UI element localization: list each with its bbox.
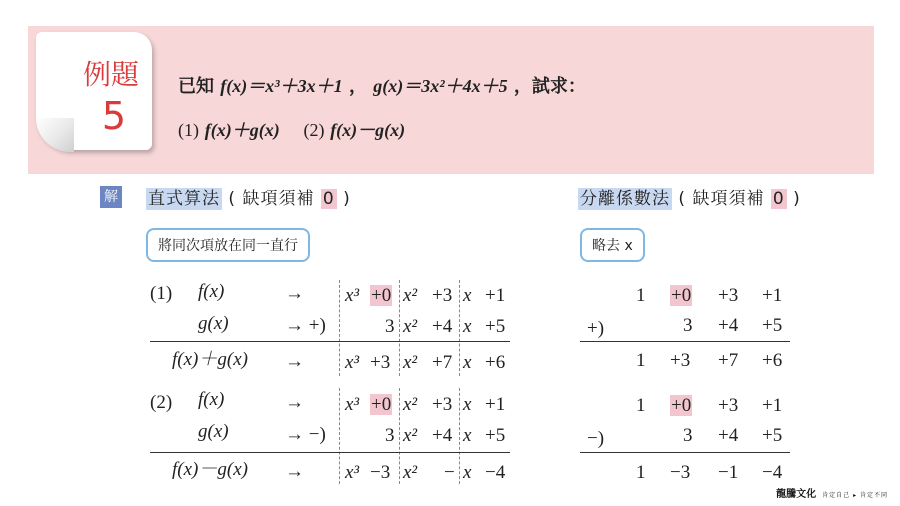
- coef: 3: [683, 425, 693, 446]
- given-separator: ，: [348, 76, 367, 97]
- given-statement: [178, 72, 586, 98]
- coef: −3: [670, 462, 691, 483]
- term: +5: [485, 316, 506, 337]
- term: x³: [345, 394, 360, 415]
- term: x³: [345, 462, 360, 483]
- part2-g-name: g(x): [198, 421, 229, 442]
- problem-box: [28, 26, 874, 174]
- publisher-name: 龍騰文化: [776, 489, 817, 500]
- coef: +1: [762, 395, 783, 416]
- term: x: [463, 394, 472, 415]
- part2-expression: f(x)－g(x): [330, 120, 406, 140]
- column-guide: [459, 388, 460, 484]
- coef: +7: [718, 350, 739, 371]
- term: +3: [432, 394, 453, 415]
- difference-rule: [150, 452, 510, 453]
- detached-method-note-open: ( 缺項須補: [678, 189, 765, 209]
- zero-placeholder: +0: [671, 395, 692, 416]
- term: −3: [370, 462, 391, 483]
- term: 3: [385, 425, 395, 446]
- zero-placeholder: +0: [671, 285, 692, 306]
- term: x²: [403, 425, 418, 446]
- detached-method-title: [578, 184, 801, 209]
- coef: +6: [762, 350, 783, 371]
- term: +3: [432, 285, 453, 306]
- difference-rule: [580, 452, 790, 453]
- vertical-method-note-open: ( 缺項須補: [228, 189, 315, 209]
- vertical-method-zero: 0: [322, 189, 335, 209]
- term: +3: [370, 352, 391, 373]
- term: +4: [432, 425, 453, 446]
- part1-g-name: g(x): [198, 313, 229, 334]
- sum-rule: [580, 341, 790, 342]
- solution-badge: 解: [100, 186, 122, 208]
- given-suffix: ，試求：: [513, 76, 586, 97]
- coef: 1: [636, 462, 646, 483]
- detached-method-zero: 0: [772, 189, 785, 209]
- column-guide: [399, 388, 400, 484]
- vertical-method-note-close: ): [343, 189, 351, 209]
- publisher-tagline: 肯定自己 ▸ 肯定不同: [822, 492, 888, 499]
- coef: +4: [718, 315, 739, 336]
- term: x: [463, 316, 472, 337]
- zero-placeholder: +0: [371, 285, 392, 306]
- term: +7: [432, 352, 453, 373]
- term: −4: [485, 462, 506, 483]
- coef: +5: [762, 315, 783, 336]
- subtract-operator: −): [587, 428, 605, 449]
- zero-placeholder: +0: [371, 394, 392, 415]
- column-guide: [339, 388, 340, 484]
- coef: 1: [636, 285, 646, 306]
- term: +5: [485, 425, 506, 446]
- part2-f-arrow: →: [285, 392, 304, 413]
- g-definition: g(x)＝3x²＋4x＋5: [373, 76, 508, 96]
- part2-label: (2): [150, 392, 173, 413]
- column-guide: [459, 280, 460, 376]
- part1-result-name: f(x)＋g(x): [172, 349, 248, 370]
- coef: −1: [718, 462, 739, 483]
- part1-expression: f(x)＋g(x): [204, 120, 280, 140]
- part1-f-name: f(x): [198, 281, 225, 302]
- part2-result-name: f(x)－g(x): [172, 459, 248, 480]
- part1-label: (1): [178, 120, 199, 140]
- term: x³: [345, 285, 360, 306]
- part2-f-name: f(x): [198, 389, 225, 410]
- given-prefix: 已知: [178, 76, 214, 97]
- coef: +3: [670, 350, 691, 371]
- vertical-method-title: [146, 184, 351, 209]
- vertical-method-note: 將同次項放在同一直行: [146, 228, 310, 262]
- term: +1: [485, 285, 506, 306]
- coef: +3: [718, 285, 739, 306]
- term: x: [463, 462, 472, 483]
- column-guide: [339, 280, 340, 376]
- term: x: [463, 285, 472, 306]
- page-curl-decoration: [36, 118, 74, 152]
- term: x²: [403, 394, 418, 415]
- example-title: 例題: [82, 58, 139, 91]
- sum-rule: [150, 341, 510, 342]
- term: x: [463, 425, 472, 446]
- part1-result-arrow: →: [285, 351, 304, 372]
- part2-g-arrow: → −): [285, 424, 326, 445]
- column-guide: [399, 280, 400, 376]
- term: x²: [403, 316, 418, 337]
- publisher-logo: [776, 485, 888, 500]
- term: x²: [403, 285, 418, 306]
- vertical-method-name: 直式算法: [148, 189, 220, 209]
- coef: +5: [762, 425, 783, 446]
- coef: +4: [718, 425, 739, 446]
- part1-g-arrow: → +): [285, 315, 326, 336]
- example-number: 5: [101, 94, 127, 138]
- coef: −4: [762, 462, 783, 483]
- term: +6: [485, 352, 506, 373]
- part2-label: (2): [303, 120, 325, 140]
- detached-method-note-close: ): [793, 189, 801, 209]
- term: +1: [485, 394, 506, 415]
- term: x³: [345, 352, 360, 373]
- coef: 1: [636, 350, 646, 371]
- part1-f-arrow: →: [285, 283, 304, 304]
- term: −: [444, 462, 455, 483]
- detached-method-note: 略去 x: [580, 228, 645, 262]
- f-definition: f(x)＝x³＋3x＋1: [220, 76, 343, 96]
- term: x²: [403, 352, 418, 373]
- coef: +3: [718, 395, 739, 416]
- coef: 3: [683, 315, 693, 336]
- part2-result-arrow: →: [285, 461, 304, 482]
- coef: +1: [762, 285, 783, 306]
- add-operator: +): [587, 318, 605, 339]
- term: x: [463, 352, 472, 373]
- coef: 1: [636, 395, 646, 416]
- question-parts: [178, 116, 405, 142]
- part1-label: (1): [150, 283, 173, 304]
- term: +4: [432, 316, 453, 337]
- term: x²: [403, 462, 418, 483]
- detached-method-name: 分離係數法: [580, 189, 670, 209]
- term: 3: [385, 316, 395, 337]
